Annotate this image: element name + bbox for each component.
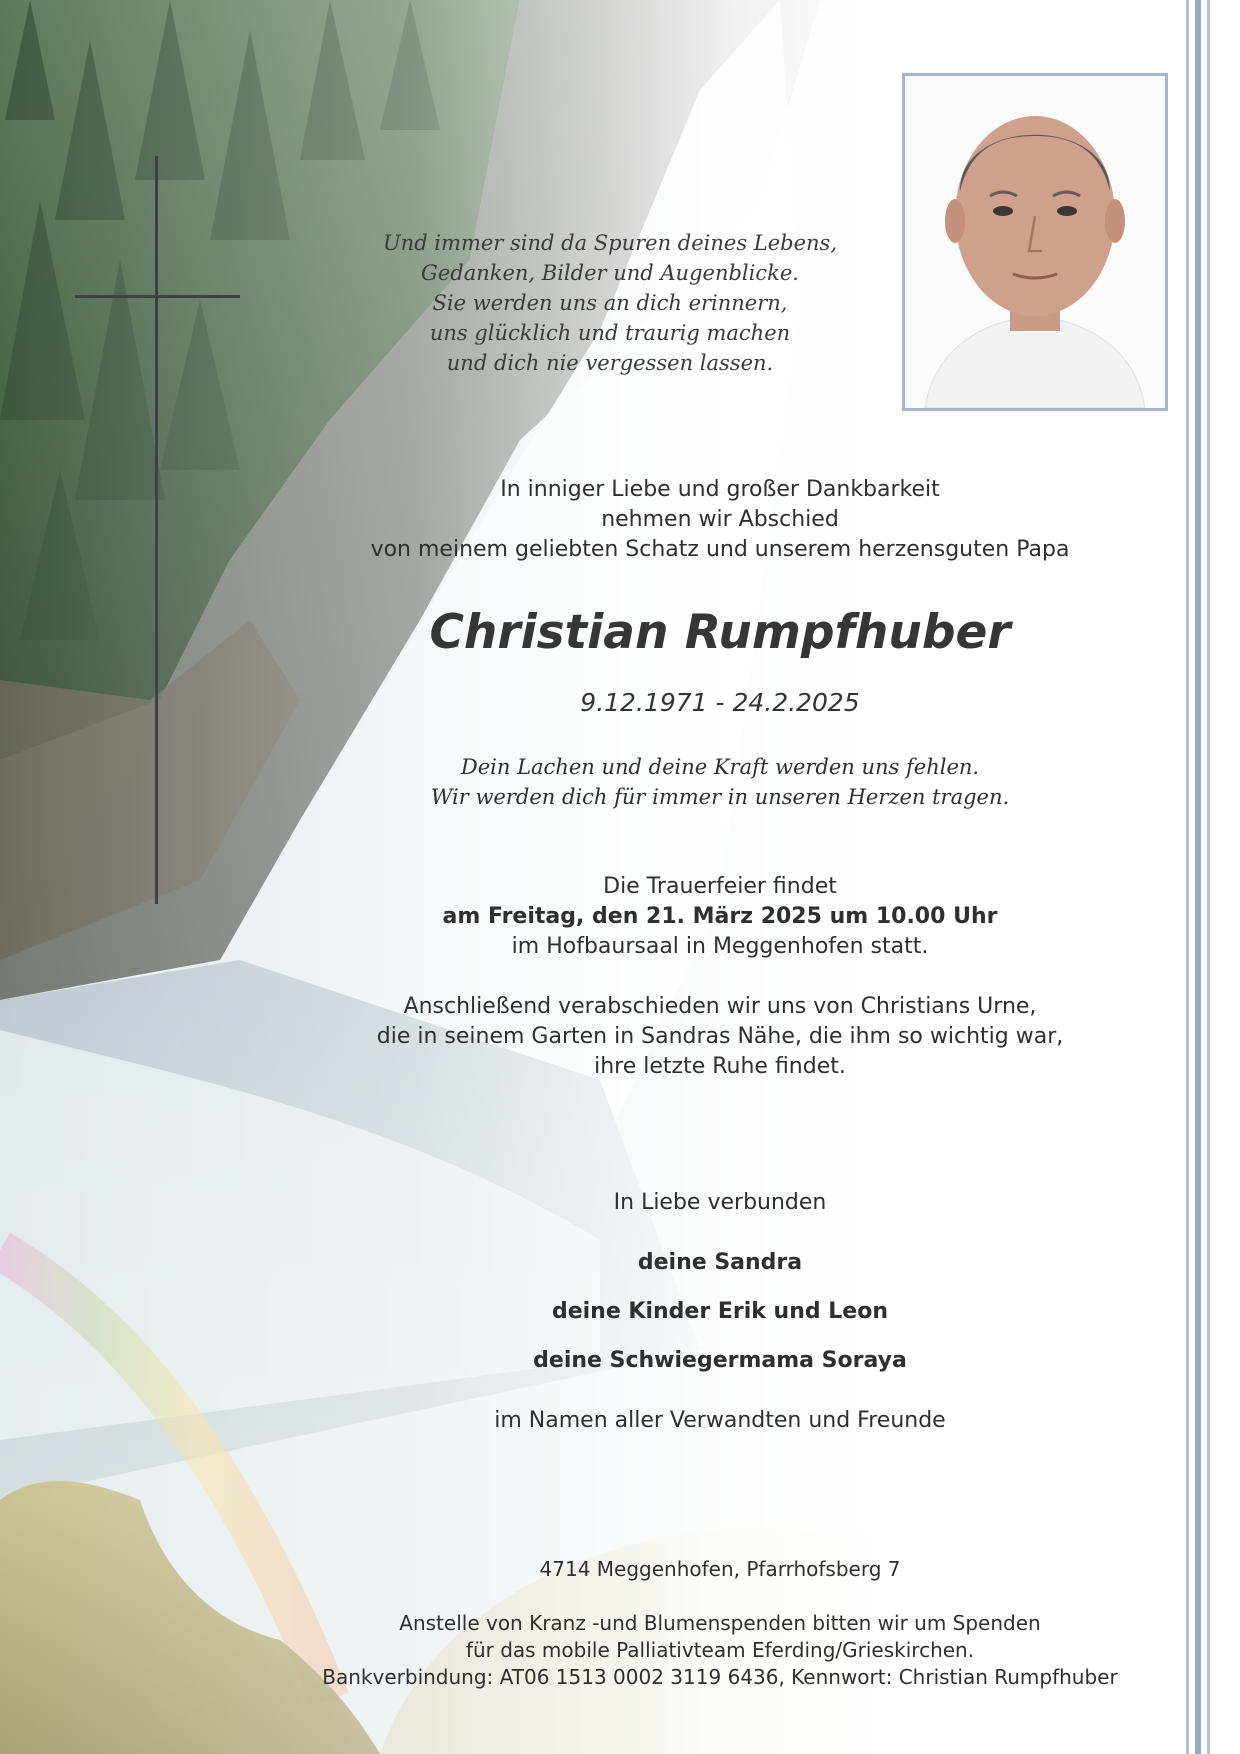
intro-line: nehmen wir Abschied [601, 507, 839, 532]
urn-line: die in seinem Garten in Sandras Nähe, die ihm so wichtig war, [376, 1024, 1064, 1049]
urn-line: ihre letzte Ruhe findet. [594, 1054, 846, 1079]
urn-line: Anschließend verabschieden wir uns von Christians Urne, [403, 994, 1037, 1019]
frame-line [1195, 0, 1201, 1754]
deceased-name: Christian Rumpfhuber [429, 605, 1011, 660]
mourner-name: deine Kinder Erik und Leon [551, 1299, 889, 1324]
mourner-name: deine Sandra [637, 1250, 803, 1275]
mourner-name: deine Schwiegermama Soraya [533, 1348, 907, 1373]
mourners-intro: In Liebe verbunden [613, 1190, 827, 1215]
cross-icon [155, 156, 158, 904]
poem-line: und dich nie vergessen lassen. [446, 351, 774, 375]
intro-line: von meinem geliebten Schatz und unserem herzensguten Papa [370, 537, 1070, 562]
urn-info [330, 992, 1110, 1082]
decorative-frame [1180, 0, 1240, 1754]
donation-info [300, 1610, 1140, 1691]
address: 4714 Meggenhofen, Pfarrhofsberg 7 [539, 1557, 901, 1581]
cross-icon-bar [75, 295, 240, 298]
ceremony-line: Die Trauerfeier findet [603, 874, 837, 899]
life-dates: 9.12.1971 - 24.2.2025 [580, 688, 860, 717]
poem-line: Sie werden uns an dich erinnern, [432, 291, 788, 315]
memorial-poem [310, 228, 910, 378]
ceremony-info [330, 872, 1110, 962]
ceremony-location: im Hofbaursaal in Meggenhofen statt. [511, 934, 929, 959]
bank-details: Bankverbindung: AT06 1513 0002 3119 6436, Kennwort: Christian Rumpfhuber [322, 1665, 1118, 1689]
quote-line: Wir werden dich für immer in unseren Herzen tragen. [430, 785, 1010, 809]
poem-line: Und immer sind da Spuren deines Lebens, [382, 231, 838, 255]
donation-line: Anstelle von Kranz -und Blumenspenden bitten wir um Spenden [399, 1611, 1041, 1635]
farewell-intro [330, 475, 1110, 565]
poem-line: uns glücklich und traurig machen [429, 321, 791, 345]
intro-line: In inniger Liebe und großer Dankbarkeit [500, 477, 940, 502]
quote-line: Dein Lachen und deine Kraft werden uns fehlen. [460, 755, 980, 779]
portrait-photo [902, 73, 1168, 411]
frame-line [1186, 0, 1189, 1754]
portrait-illustration [905, 76, 1165, 408]
memorial-quote [330, 752, 1110, 812]
poem-line: Gedanken, Bilder und Augenblicke. [421, 261, 799, 285]
frame-line [1207, 0, 1210, 1754]
donation-line: für das mobile Palliativteam Eferding/Grieskirchen. [465, 1638, 975, 1662]
ceremony-date: am Freitag, den 21. März 2025 um 10.00 Uhr [442, 904, 998, 929]
mourners-others: im Namen aller Verwandten und Freunde [494, 1408, 946, 1433]
